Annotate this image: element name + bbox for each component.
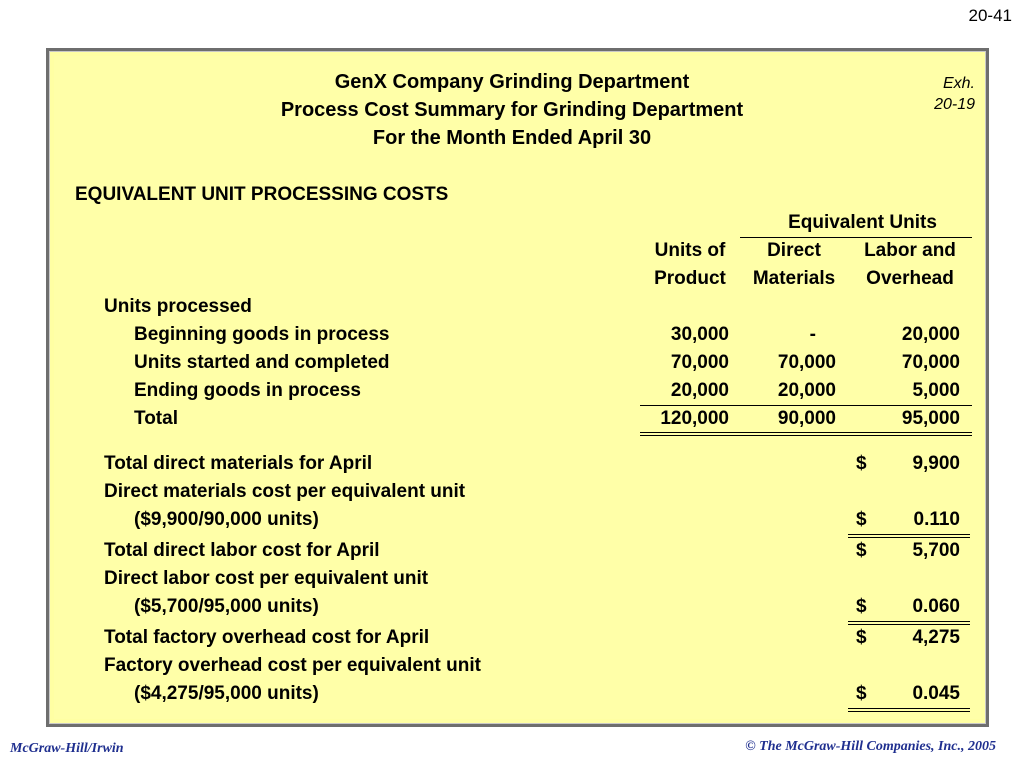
oh-per-unit-calc: ($4,275/95,000 units) <box>134 683 319 704</box>
dm-total-label: Total direct materials for April <box>104 453 373 474</box>
oh-total-label: Total factory overhead cost for April <box>104 627 430 648</box>
oh-per-unit-label: Factory overhead cost per equivalent unit <box>104 655 481 676</box>
dm-per-unit-label: Direct materials cost per equivalent unit <box>104 481 466 502</box>
row-materials: 20,000 <box>777 380 836 401</box>
dl-per-unit-label: Direct labor cost per equivalent unit <box>104 568 429 589</box>
title-period: For the Month Ended April 30 <box>372 127 652 149</box>
equivalent-units-header: Equivalent Units <box>788 212 937 233</box>
dm-total-value: 9,900 <box>912 453 960 474</box>
dl-total-label: Total direct labor cost for April <box>104 540 380 561</box>
oh-per-unit-currency: $ <box>856 683 867 704</box>
dl-per-unit-value: 0.060 <box>912 596 960 617</box>
row-units: 30,000 <box>670 324 729 345</box>
exhibit-number: 20-19 <box>934 96 975 113</box>
title-report: Process Cost Summary for Grinding Department <box>280 99 744 121</box>
row-labor-overhead: 20,000 <box>901 324 960 345</box>
exhibit-label: Exh. <box>942 75 975 92</box>
copyright-footer: © The McGraw-Hill Companies, Inc., 2005 <box>745 739 996 754</box>
dm-double-rule <box>848 534 970 538</box>
row-materials: - <box>809 324 816 345</box>
units-processed-label: Units processed <box>104 296 252 317</box>
dl-total-value: 5,700 <box>912 540 960 561</box>
col-labor-header-2: Overhead <box>866 268 954 289</box>
row-units: 70,000 <box>670 352 729 373</box>
row-labor-overhead: 5,000 <box>912 380 960 401</box>
total-label: Total <box>134 408 178 429</box>
title-company: GenX Company Grinding Department <box>334 71 690 93</box>
oh-total-value: 4,275 <box>912 627 960 648</box>
row-materials: 70,000 <box>777 352 836 373</box>
row-units: 20,000 <box>670 380 729 401</box>
total-materials: 90,000 <box>777 408 836 429</box>
total-labor-overhead: 95,000 <box>901 408 960 429</box>
dm-per-unit-value: 0.110 <box>913 509 960 530</box>
col-materials-header-2: Materials <box>752 268 836 289</box>
col-materials-header-1: Direct <box>767 240 821 261</box>
dl-total-currency: $ <box>856 540 867 561</box>
oh-double-rule <box>848 708 970 712</box>
dl-double-rule <box>848 621 970 625</box>
slide-number: 20-41 <box>968 6 1012 25</box>
dl-per-unit-calc: ($5,700/95,000 units) <box>134 596 319 617</box>
col-units-header-2: Product <box>654 268 726 289</box>
publisher-footer: McGraw-Hill/Irwin <box>10 741 124 756</box>
total-units: 120,000 <box>660 408 729 429</box>
total-top-rule <box>640 405 972 406</box>
row-label: Beginning goods in process <box>134 324 390 345</box>
dm-per-unit-currency: $ <box>856 509 867 530</box>
section-heading: EQUIVALENT UNIT PROCESSING COSTS <box>75 184 449 205</box>
col-units-header-1: Units of <box>654 240 726 261</box>
dl-per-unit-currency: $ <box>856 596 867 617</box>
row-labor-overhead: 70,000 <box>901 352 960 373</box>
col-labor-header-1: Labor and <box>864 240 956 261</box>
row-label: Units started and completed <box>134 352 390 373</box>
dm-total-currency: $ <box>856 453 867 474</box>
equivalent-units-underline <box>740 237 972 238</box>
row-label: Ending goods in process <box>134 380 361 401</box>
oh-per-unit-value: 0.045 <box>912 683 960 704</box>
dm-per-unit-calc: ($9,900/90,000 units) <box>134 509 319 530</box>
oh-total-currency: $ <box>856 627 867 648</box>
total-double-rule <box>640 432 972 436</box>
